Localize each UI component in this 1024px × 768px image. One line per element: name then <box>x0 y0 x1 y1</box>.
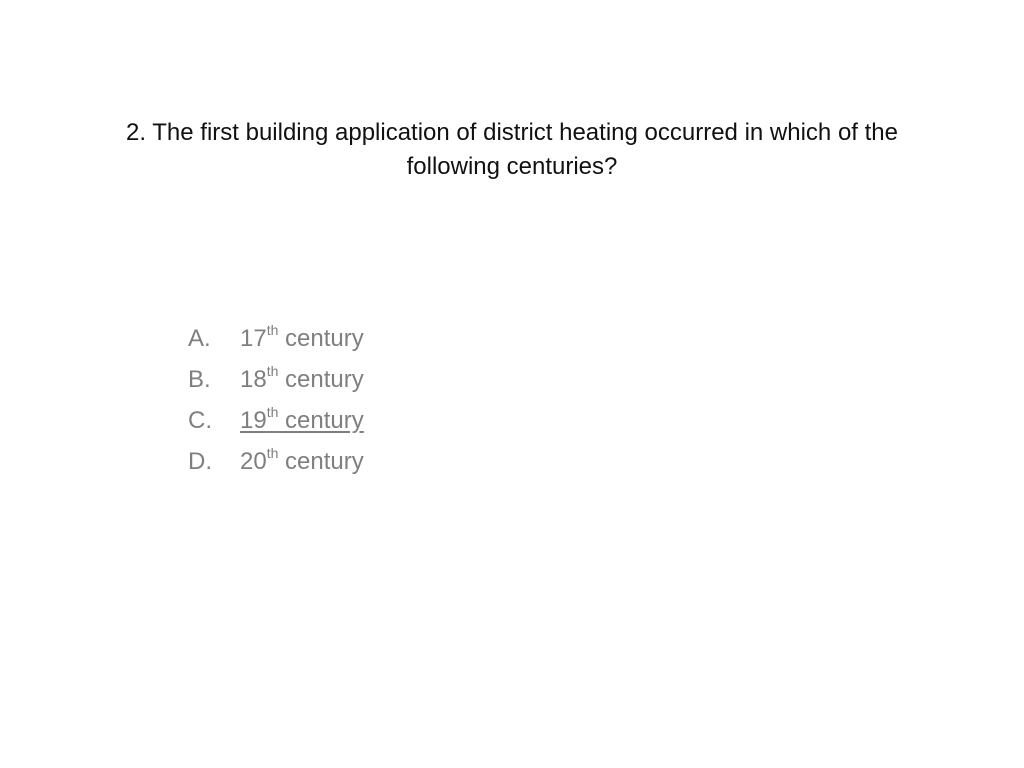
answer-options-list <box>188 318 364 482</box>
option-rest: century <box>278 325 364 352</box>
option-rest: century <box>278 448 364 475</box>
option-number: 17 <box>240 325 267 352</box>
option-rest: century <box>278 366 364 393</box>
option-number: 20 <box>240 448 267 475</box>
option-letter: C. <box>188 407 212 434</box>
question-title: 2. The first building application of district heating occurred in which of the following centuries? <box>126 119 898 180</box>
option-letter: B. <box>188 366 211 393</box>
option-letter: D. <box>188 448 212 475</box>
option-number: 18 <box>240 366 267 393</box>
option-text-underlined <box>240 400 364 441</box>
option-ordinal-suffix: th <box>266 404 279 420</box>
option-rest: century <box>278 407 364 434</box>
option-text <box>240 359 364 400</box>
option-ordinal-suffix: th <box>266 363 279 379</box>
answer-option-b <box>188 359 364 400</box>
answer-option-d <box>188 441 364 482</box>
answer-option-c <box>188 400 364 441</box>
option-text <box>240 441 364 482</box>
answer-option-a <box>188 318 364 359</box>
option-text <box>240 318 364 359</box>
option-ordinal-suffix: th <box>266 445 279 461</box>
option-ordinal-suffix: th <box>266 322 279 338</box>
option-letter: A. <box>188 325 211 352</box>
option-number: 19 <box>240 407 267 434</box>
